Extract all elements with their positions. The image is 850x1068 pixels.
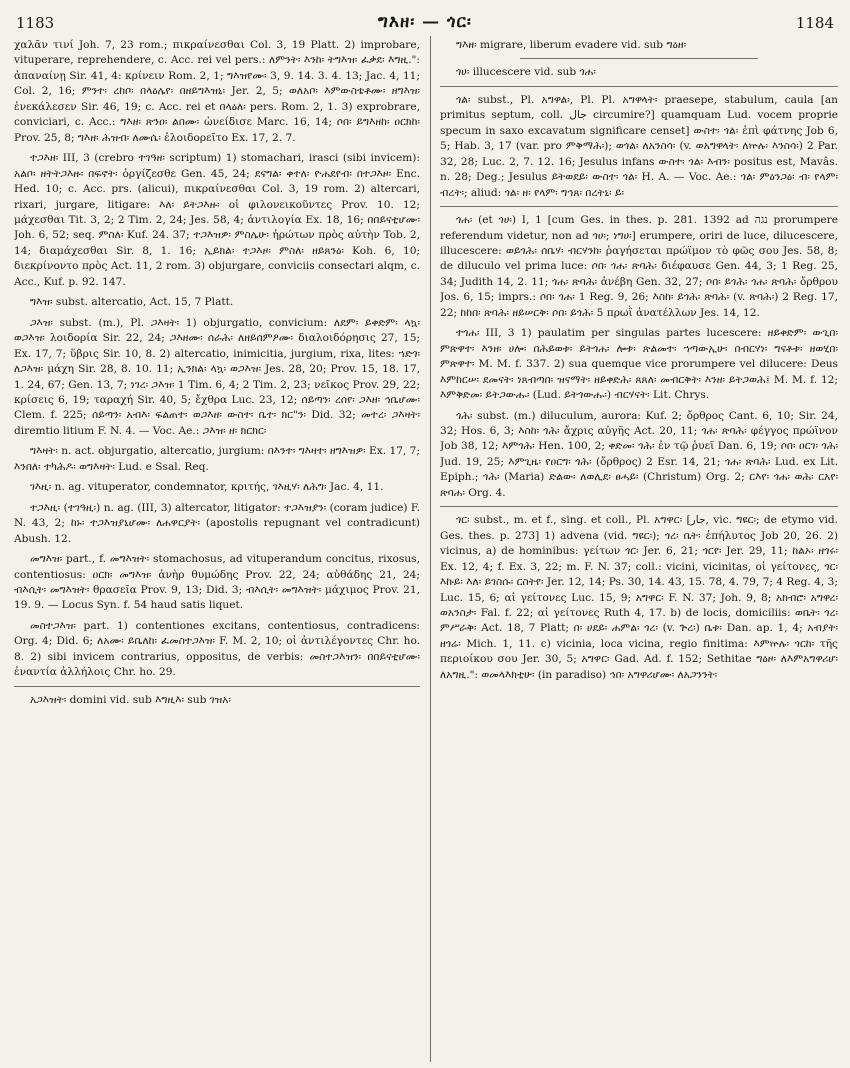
right-column <box>440 38 838 1062</box>
dictionary-entry: χαλᾶν τινί Joh. 7, 23 rom.; πικραίνεσθαι Col. 3, 19 Platt. 2) improbare, vituperare, reprehendere, c. Acc. rei vel pers.: ለምንት፡ እንከ፡ ትግእዝ፡ ፈቃደ፡ እግዚ.": ἀπαναίνῃ Sir. 41, 4: κρίνειν Rom. 2, 1; ግእዝየሙ፡ 3, 9. 14. 3. 4. 13; Jac. 4, 11; Col. 2, 16; ምንተ፡ ረከቦ፡ በላዕሌየ፡ በዘይግእዝኒ፡ Jer. 2, 5; ወለአቦ፡ እምውስቴቶሙ፡ ዘግእዝ፡ ἐνεκάλεσεν Sir. 46, 19; c. Acc. rei et በላዕለ፡ pers. Rom. 2, 1. 3) exprobrare, conviciari, c. Acc.: ግእዘ፡ ጽንዐ፡ ልበሙ፡ ὠνείδισε Marc. 16, 14; ሶበ፡ ይግእዘከ፡ ዐርክከ፡ Prov. 25, 8; ግእዘ፡ ሕዝብ፡ ለሙሴ፡ ἐλοιδορεῖτο Ex. 17, 2. 7. <box>14 39 420 144</box>
dictionary-entry: ተጎሐ፡ III, 3 1) paulatim per singulas partes lucescere: ዘይቀድም፡ ውጊበ፡ ምጽዋተ፡ እንዘ፡ ሀሎ፡ በሕይወቱ፡ ይትጎሐ፡ ሎቱ፡ ጽልመተ፡ ኀጣውኢሁ፡ በብርሃነ፡ ግናቶቱ፡ ዘወሂበ፡ ምጽዋተ፡ M. M. f. 337. 2) sua quemque vice prorumpere vel dilucere: Deus እምከርሠ፡ ደመናት፡ ነጸብጣበ፡ ዝናማት፡ ዘይቀድሕ፡ ጸጸለ፡ መብርቅት፡ እንዘ፡ ይትጋወሕ፤ M. M. f. 12; እምቅድመ፡ ይትጋውሑ፡ (Lud. ይትጎውሑ፡) ብርሃናት፡ Lit. Chrys. <box>440 327 838 402</box>
dictionary-entry: ጎር፡ subst., m. et f., sing. et coll., Pl. አግዋር፡ [جار, vic. ግዩር፡; de etymo vid. Ges. thes. p. 273] 1) advena (vid. ግዩር፡); ጎረ፡ ቤት፡ ἐπήλυτος Job 20, 26. 2) vicinus, a) de hominibus: γείτων ጎር፡ Jer. 6, 21; ጎርየ፡ Jer. 29, 11; ከልኦ፡ ዘጎሩ፡ Ex. 12, 4; f. Ex. 3, 22; m. F. N. 37; coll.: vicini, vicinitas, οἱ γείτονες, ጎር፡ እኩይ፡ እለ፡ ይገስሱ፡ ርስትየ፡ Jer. 12, 14; Ps. 30, 14. 43, 15. 78, 4. 79, 7; 4 Reg. 4, 3; Luc. 15, 6; αἱ γείτονες Luc. 15, 9; አግዋር፡ F. N. 37; Joh. 9, 8; አክብሮ፡ አግዋረ፡ ወአንስታ፡ Fal. f. 22; αἱ γείτονες Ruth 4, 17. b) de locis, domiciliis: ወቤት፡ ጎረ፡ ምሥራቅ፡ Act. 18, 7 Platt; በ፡ ሀደይ፡ ሐምል፡ ጎረ፡ (v. ጕረ፡) ቤቱ፡ Dan. ap. 1, 4; አብያት፡ ዘጎሬ፡ Mich. 1, 11. c) vicinia, loca vicina, regio finitima: እምኵሉ፡ ጎርከ፡ τῆς περιοίκου σου Jer. 30, 5; አግዋር፡ Gad. Ad. f. 152; Sethitae ግዕዞ፡ ለእምአግዋሪሆ፡ ለአግዚ.": ወመላእክቲሁ፡ (in paradiso) ኅበ፡ አግዋሪሆሙ፡ ለአጋንንት፡ <box>440 514 838 681</box>
right-page-number: 1184 <box>795 14 834 32</box>
section-separator <box>440 506 838 507</box>
dictionary-entry: ጎል፡ subst., Pl. አግዋል፡, Pl. Pl. አግዋላት፡ praesepe, stabulum, caula [an primitus septum, coll. جال circumire?] quamquam Lud. vocem proprie specum in saxo excavatum significare censet] ውስተ፡ ጎል፡ ἐπὶ φάτνης Job 6, 5; Hab. 3, 17 (var. pro ምቅማሕ፡); ወጎል፡ ለአንስሳ፡ (v. ወአግዋላት፡ ለኵሉ፡ እንስሳ፡) 2 Par. 32, 28; Luc. 2, 7. 12. 16; Jesulus infans ውስተ፡ ጎል፡ እብን፡ positus est, Mavâs. n. 28; Deg.; Jesulus ይትወደይ፡ ውስተ፡ ጎል፡ H. A. — Voc. Ae.: ጎል፡ ምዕንጋዕ፡ ብ፡ የላም፡ ብረት፡; aliud: ጎል፡ ዘ፡ የላም፡ ግኅጸ፡ በረትኒ፡ ይ፡ <box>440 93 838 199</box>
column-divider <box>430 36 431 1062</box>
section-separator <box>14 686 420 687</box>
running-head: ግእዘ፡ — ጎር፡ <box>378 12 472 32</box>
dictionary-entry: ገእዚ፡ n. ag. vituperator, condemnator, κριτής, ገእዚሃ፡ ለሕግ፡ Jac. 4, 11. <box>30 481 384 494</box>
left-page-number: 1183 <box>16 14 55 32</box>
dictionary-entry: ጋእዝ፡ subst. (m.), Pl. ጋእዛት፡ 1) objurgatio, convicium: ለደም፡ ይቀድም፡ ላኳ፡ ወጋእዝ፡ λοιδορία Sir. 22, 24; ጋእዘሙ፡ ሰራሕ፡ ለዘይሰምዖሙ፡ διαλοιδόρησις 27, 15; Ex. 17, 7; ὕβρις Sir. 10, 8. 2) altercatio, inimicitia, jurgium, rixa, lites: ኀድጎ፡ ለጋእዝ፡ μάχη Sir. 28, 8. 10. 11; ኢንክል፡ ላኳ፡ ወጋእዝ፡ Jes. 28, 20; Prov. 15, 18. 17, 1. 24, 67; Gen. 13, 7; ነገረ፡ ጋእዝ፡ 1 Tim. 6, 4; 2 Tim. 2, 23; νεῖκος Prov. 29, 22; κρίσεις 6, 19; ταραχή Sir. 40, 5; ἔχθρα Luc. 23, 12; ሰይጣን፡ ረሰየ፡ ጋእዘ፡ ኅቤሆሙ፡ Clem. f. 225; ሰይጣን፡ አብእ፡ ፍልጠተ፡ ወጋእዘ፡ ውስተ፡ ቤተ፡ ክር"ን፡ Did. 32; መተረ፡ ጋእዛት፡ diremtio litium F. N. 4. — Voc. Ae.: ጋእዝ፡ ዘ፡ ክርክር፡ <box>14 316 420 437</box>
cross-reference-entry: አጋእዝት፡ domini vid. sub እግዚእ፡ sub ገዝአ፡ <box>30 693 231 706</box>
dictionary-entry: ተጋእዘ፡ III, 3 (crebro ተገዓዘ፡ scriptum) 1) stomachari, irasci (sibi invicem): አልቦ፡ ዘትትጋእዙ፡ በፍኖት፡ ὀργίζεσθε Gen. 45, 24; ደናግል፡ ቀተለ፡ ዮሐደየብ፡ በተጋእዞ፡ Enc. Hed. 10; c. Acc. prs. (alicui), πικραίνεσθαι Col. 3, 19 rom. 2) altercari, rixari, jurgare, litigare: እለ፡ ይትጋእዙ፡ οἱ φιλονεικοῦντες Prov. 10. 12; μάχεσθαι Tit. 3, 2; 2 Tim. 2, 24; Jes. 58, 4; ἀντιλογία Ex. 18, 16; በበይናቲሆሙ፡ Joh. 6, 52; seq. ምስለ፡ Kuf. 24. 37; ተጋእዝዎ፡ ምስሌሁ፡ ἠρώτων πρὸς αὐτὴν Tob. 2, 14; διαμάχεσθαι Sir. 8, 1. 16; ኢይክል፡ ተጋእዞ፡ ምስለ፡ ዘይጸንዕ፡ Koh. 6, 10; διεκρίνοντο πρὸς Act. 11, 2 rom. 3) objurgare, conviciis consectari alqm, c. Acc., Kuf. p. 92. 147. <box>14 152 420 288</box>
dictionary-entry: ተጋእዚ፡ (ተገዓዚ፡) n. ag. (III, 3) altercator, litigator: ተጋእዝያን፡ (coram judice) F. N. 43, 2; ከኑ፡ ተጋእዝያኒሆሙ፡ ለሐዋርያት፡ (apostolis repugnant vel contradicunt) Abush. 12. <box>14 501 420 545</box>
section-separator <box>520 58 759 59</box>
section-separator <box>440 86 838 87</box>
section-separator <box>440 206 838 207</box>
cross-reference-entry: ጎሀ፡ illucescere vid. sub ጎሐ፡ <box>456 66 596 79</box>
dictionary-entry: ግእዝ፡ subst. altercatio, Act. 15, 7 Platt. <box>30 296 234 309</box>
dictionary-entry: ግእዛት፡ n. act. objurgatio, altercatio, jurgium: በእንተ፡ ግእዛተ፡ ዘግእዝዎ፡ Ex. 17, 7; እንበለ፡ ተካሕዶ፡ ወግእዛት፡ Lud. e Ssal. Req. <box>14 445 420 473</box>
dictionary-entry: መስተጋእዝ፡ part. 1) contentiones excitans, contentiosus, contradicens: Org. 4; Did. 6; ለአሙ፡ ይቤለከ፡ ፈመስተጋእዝ፡ F. M. 2, 10; οἱ ἀντιλέγοντες Chr. ho. 8. 2) sibi invicem contrarius, oppositus, de verbis: መስተጋእዝን፡ በበይናቲሆሙ፡ ἐναντία ἀλλήλοις Chr. ho. 29. <box>14 619 420 679</box>
cross-reference-entry: ግእዘ፡ migrare, liberum evadere vid. sub ግዕዘ፡ <box>456 39 687 51</box>
dictionary-entry: ጎሐ፡ (et ጎሀ፡) I, 1 [cum Ges. in thes. p. 281. 1392 ad נגה prorumpere referendum videtur, non ad ጎሀ፡; ነግሀ፡] erumpere, oriri de luce, dilucescere, illucescere: ወይጎሕ፡ ሰቤሃ፡ ብርሃንከ፡ ῥαγήσεται πρώϊμον τὸ φῶς σου Jes. 58, 8; de diluculo vel prima luce: ሶበ፡ ጎሐ፡ ጽባሕ፡ διέφαυσε Gen. 44, 3; 1 Reg. 25, 34; Judith 14, 2. 11; ጎሐ፡ ጽባሕ፡ ἀνέβη Gen. 32, 27; ሶበ፡ ይጎሕ፡ ጎሐ፡ ጽባሕ፡ ὄρθρου Jos. 6, 15; imprs.: ሶበ፡ ጎሐ፡ 1 Reg. 9, 26; እስከ፡ ይጎሕ፡ ጽባሕ፡ (v. ጽባሕ፡) 2 Reg. 17, 22; ከከበ፡ ጽባሕ፡ ዘይሠርቅ፡ ሶበ፡ ይጎሕ፡ 5 πρωῒ ἀνατέλλων Jes. 14, 12. <box>440 214 838 319</box>
dictionary-entry: ጎሕ፡ subst. (m.) diluculum, aurora: Kuf. 2; ὄρθρος Cant. 6, 10; Sir. 24, 32; Hos. 6, 3; እስከ፡ ጎሕ፡ ἄχρις αὐγῆς Act. 20, 11; ጎሐ፡ ጽባሕ፡ φέγγος πρώϊνον Job 38, 12; እምጎሕ፡ Hen. 100, 2; ቀድመ፡ ጎሕ፡ ἐν τῷ ῥυεῖ Dan. 6, 19; ሶበ፡ ዐርገ፡ ጎሕ፡ Jud. 19, 25; እምጊዜ፡ የዐርግ፡ ጎሕ፡ (ὄρθρος) 2 Esr. 14, 21; ጎሐ፡ ጽባሕ፡ Lud. ex Lit. Epiph.; ጎሕ፡ (Maria) ድልው፡ ለወሊደ፡ ፀሓይ፡ (Christum) Org. 2; ርእየ፡ ጎሐ፡ ወሕ፡ ርአየ፡ ጽባሐ፡ Org. 4. <box>440 409 838 499</box>
left-column <box>14 38 420 1062</box>
dictionary-entry: መግእዝ፡ part., f. መግእዝት፡ stomachosus, ad vituperandum concitus, rixosus, contentiosus: ዐርክ፡ መግእዝ፡ ἀνὴρ θυμώδης Prov. 22, 24; αὐθάδης 21, 24; ብእሲት፡ መግእዝት፡ θρασεῖα Prov. 9, 13; Did. 3; ብእሲት፡ መግእዝት፡ μάχιμος Prov. 21, 19. 9. — Locus Syn. f. 54 haud satis liquet. <box>14 553 420 612</box>
